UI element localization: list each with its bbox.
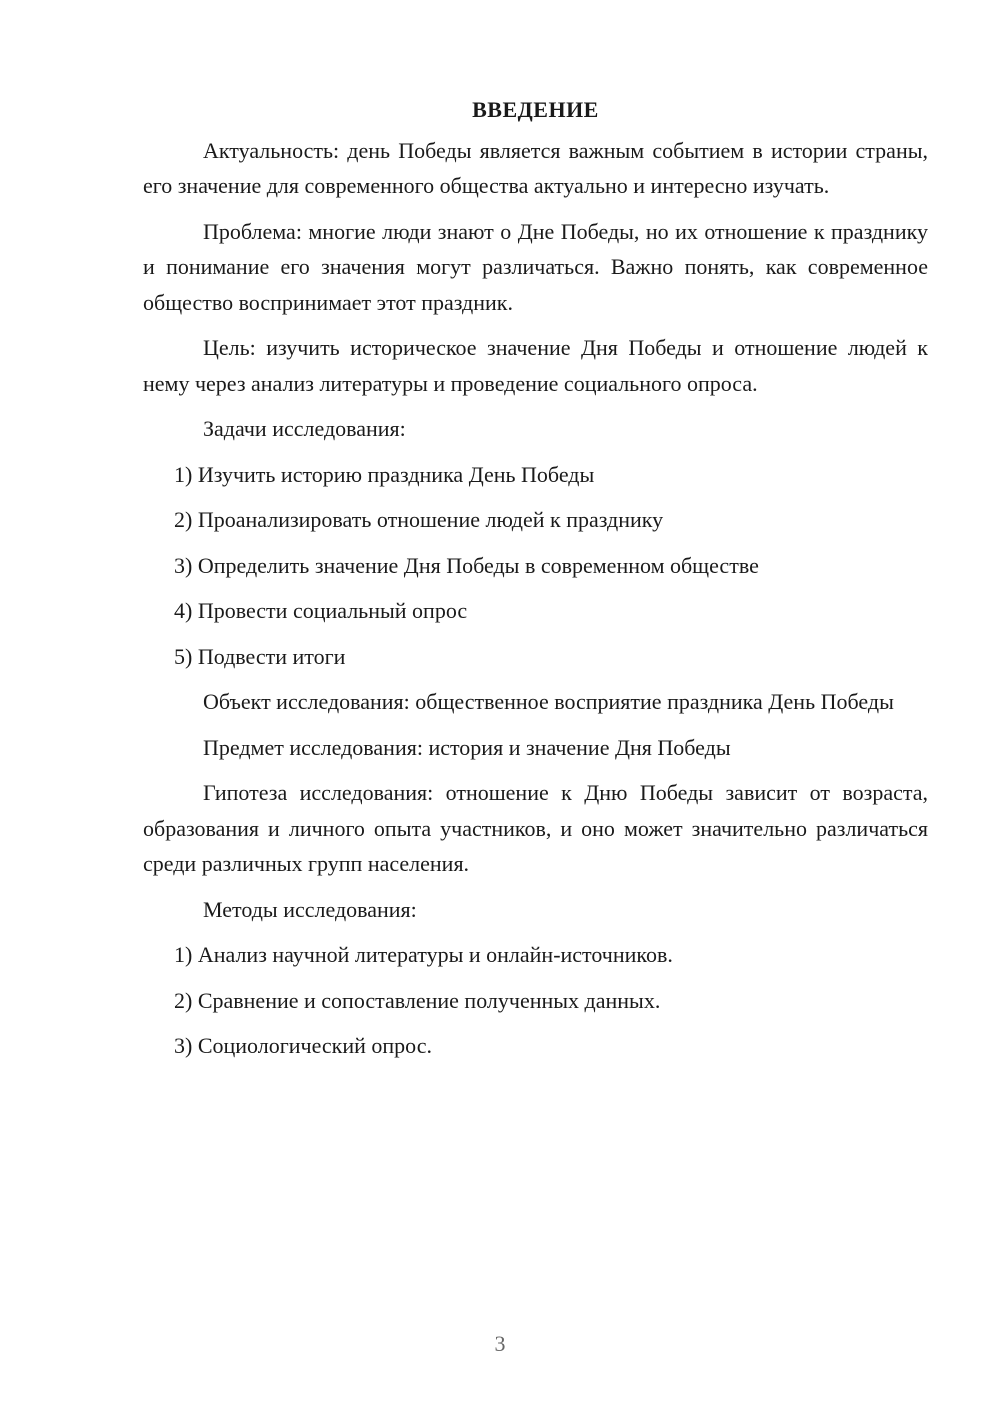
problem-paragraph: Проблема: многие люди знают о Дне Победы, но их отношение к празднику и понимание его значения могут различаться. Важно понять, как современное общество воспринимает этот праздник. [143, 218, 928, 315]
tasks-list [143, 457, 928, 675]
list-item: 3) Социологический опрос. [174, 1033, 432, 1058]
list-item: 1) Анализ научной литературы и онлайн-источников. [174, 942, 673, 967]
section-title: ВВЕДЕНИЕ [472, 97, 599, 122]
list-item: 2) Сравнение и сопоставление полученных данных. [174, 987, 661, 1013]
hypothesis-paragraph: Гипотеза исследования: отношение к Дню Победы зависит от возраста, образования и личного опыта участников, и оно может значительно различаться среди различных групп населения. [143, 780, 928, 876]
page-number: 3 [494, 1331, 506, 1356]
goal-paragraph: Цель: изучить историческое значение Дня Победы и отношение людей к нему через анализ литературы и проведение социального опроса. [143, 335, 928, 396]
list-item: 2) Проанализировать отношение людей к празднику [174, 507, 664, 532]
subject-line: Предмет исследования: история и значение Дня Победы [203, 734, 731, 760]
object-paragraph: Объект исследования: общественное восприятие праздника День Победы [203, 689, 894, 714]
relevance-paragraph: Актуальность: день Победы является важным событием в истории страны, его значение для современного общества актуально и интересно изучать. [143, 137, 928, 198]
methods-heading: Методы исследования: [203, 896, 417, 922]
list-item: 3) Определить значение Дня Победы в современном обществе [174, 552, 759, 578]
document-page [143, 92, 928, 1074]
methods-list [143, 937, 928, 1064]
list-item: 4) Провести социальный опрос [174, 598, 468, 623]
list-item: 1) Изучить историю праздника День Победы [174, 461, 595, 487]
list-item: 5) Подвести итоги [174, 643, 346, 669]
tasks-heading: Задачи исследования: [203, 416, 406, 441]
